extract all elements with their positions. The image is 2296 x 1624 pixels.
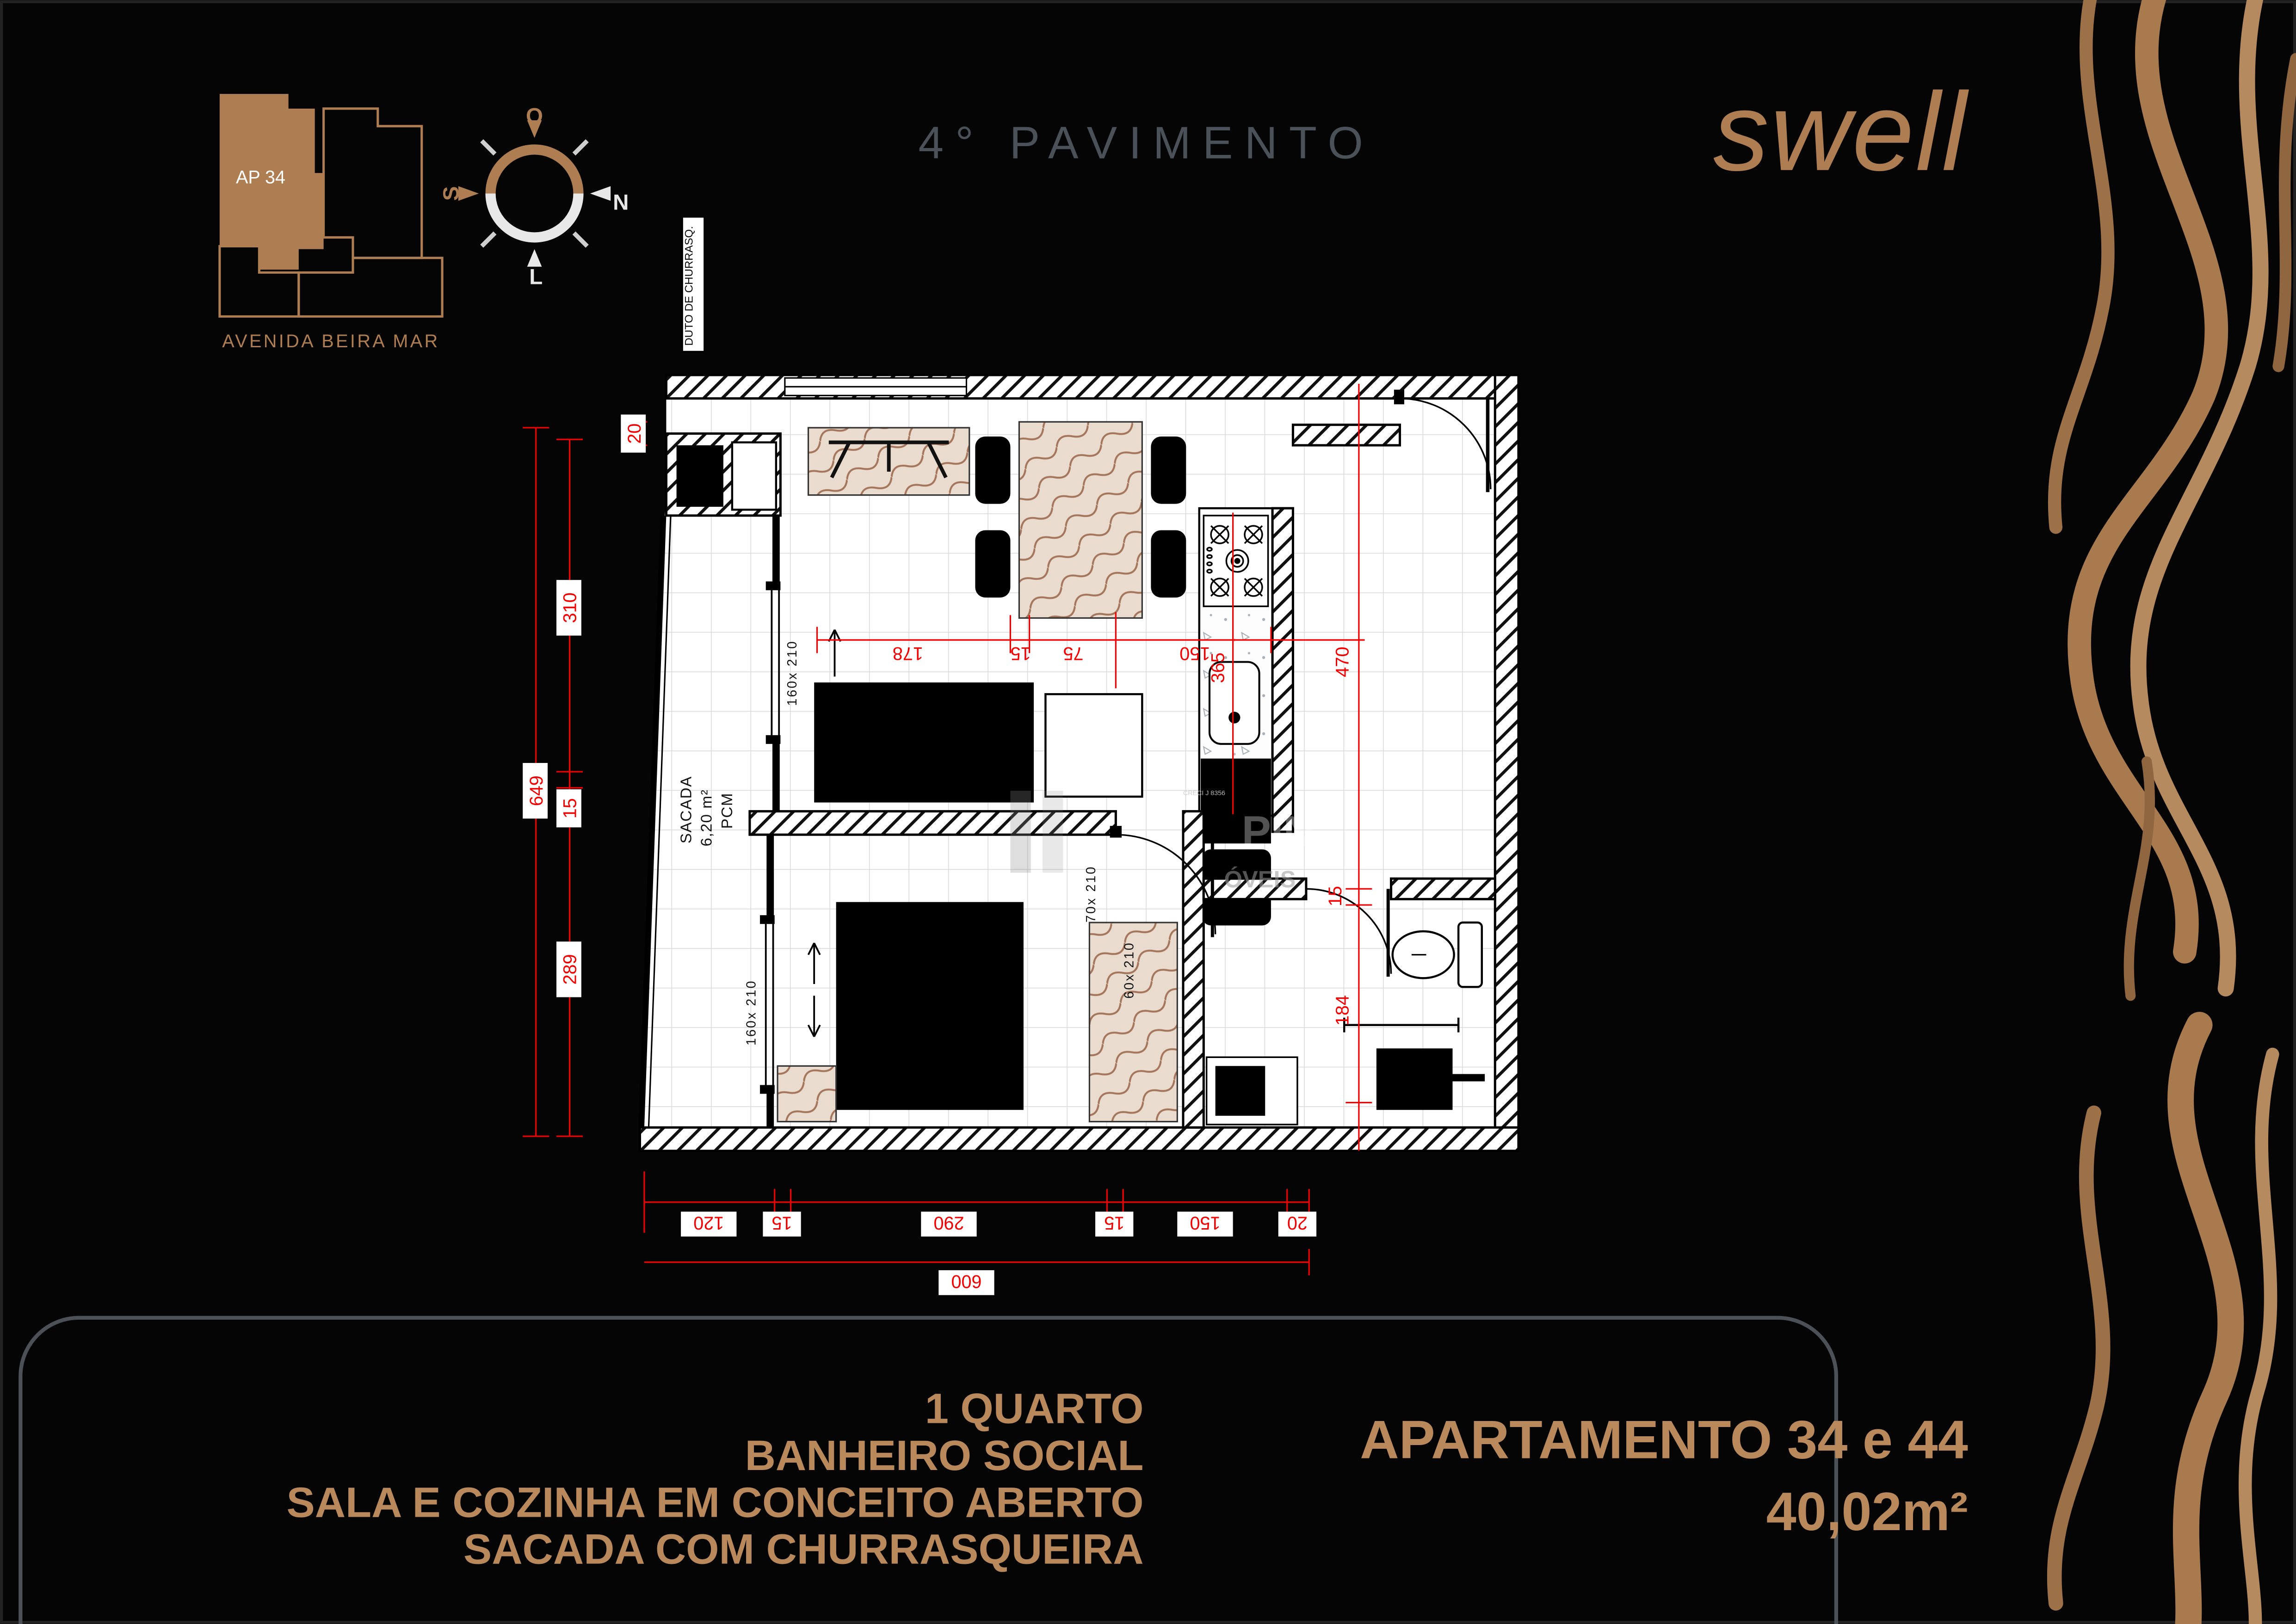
dim-top-15: 15 [1010, 643, 1031, 664]
dim-right-184: 184 [1332, 995, 1353, 1026]
dim-bottom-15b: 15 [1104, 1212, 1125, 1233]
dim-bottom-120: 120 [693, 1212, 724, 1233]
dim-bottom-290: 290 [933, 1212, 964, 1233]
compass-south: S [438, 186, 463, 201]
feature-item: SALA E COZINHA EM CONCEITO ABERTO [286, 1479, 1144, 1526]
floor-plan [523, 217, 1518, 1295]
svg-text:6,20 m²: 6,20 m² [698, 789, 716, 847]
door-label-bathroom: 60x 210 [1122, 941, 1137, 999]
chair [1151, 437, 1186, 504]
wall-bedroom-bath [1183, 811, 1204, 1127]
dim-left-20: 20 [624, 423, 645, 444]
dim-left-289: 289 [560, 954, 580, 985]
watermark-big: PIN [1241, 807, 1315, 856]
chair [1151, 530, 1186, 598]
dim-bottom-150: 150 [1190, 1212, 1221, 1233]
dim-bottom-total: 600 [951, 1271, 982, 1292]
dim-right-470: 470 [1332, 646, 1353, 677]
street-label: AVENIDA BEIRA MAR [222, 331, 440, 351]
stove-icon [1204, 516, 1268, 606]
wall-bottom [640, 1127, 1518, 1151]
wall-right [1495, 375, 1518, 1151]
dim-left-310: 310 [560, 592, 580, 623]
apartment-label: APARTAMENTO 34 e 44 [1360, 1409, 1968, 1470]
dim-bottom-15a: 15 [772, 1212, 792, 1233]
feature-item: BANHEIRO SOCIAL [745, 1432, 1144, 1480]
sink-drain [1228, 712, 1240, 723]
watermark-creci: CRECI J 8356 [1183, 789, 1225, 797]
floor-title: 4° PAVIMENTO [918, 117, 1375, 168]
swell-logo: swell [1713, 69, 1968, 194]
wall-kitchen-hall [1272, 508, 1293, 832]
dim-kitchen-365: 365 [1208, 652, 1228, 683]
cabinet [1045, 694, 1142, 797]
bathroom-vanity [1376, 1048, 1453, 1110]
dim-left-649: 649 [526, 775, 547, 806]
sofa [814, 683, 1034, 803]
window-label-living: 160x 210 [785, 640, 800, 706]
window-label-bedroom: 160x 210 [744, 979, 759, 1046]
svg-text:PCM: PCM [718, 792, 736, 829]
locator-unit-label: AP 34 [235, 167, 286, 188]
feature-item: 1 QUARTO [925, 1385, 1144, 1433]
dining-table [1019, 422, 1142, 618]
barbecue-grill [677, 445, 723, 507]
area-label: 40,02m² [1766, 1481, 1968, 1542]
chair [975, 530, 1010, 598]
compass-north: N [613, 190, 629, 215]
wall-bath-top2 [1391, 879, 1495, 899]
wall-hall-top [1293, 425, 1400, 445]
feature-item: SACADA COM CHURRASQUEIRA [463, 1526, 1144, 1573]
chair [975, 437, 1010, 504]
duct-label: DUTO DE CHURRASQ. [683, 226, 696, 346]
dim-top-178: 178 [892, 643, 923, 664]
dim-top-75: 75 [1063, 643, 1084, 664]
bed [836, 902, 1024, 1110]
balcony-column [732, 443, 776, 510]
compass-east: L [529, 265, 543, 289]
bench [778, 1066, 836, 1121]
dim-bottom-20: 20 [1287, 1212, 1308, 1233]
dim-left-15: 15 [560, 798, 580, 819]
dim-top-150: 150 [1179, 643, 1210, 664]
watermark-small: ÓVEIS [1224, 866, 1296, 893]
dim-right-15: 15 [1325, 886, 1346, 907]
shower-tray [1216, 1066, 1265, 1116]
svg-text:SACADA: SACADA [678, 775, 695, 844]
door-label-bedroom: 70x 210 [1084, 865, 1099, 923]
compass-west: O [526, 104, 543, 129]
